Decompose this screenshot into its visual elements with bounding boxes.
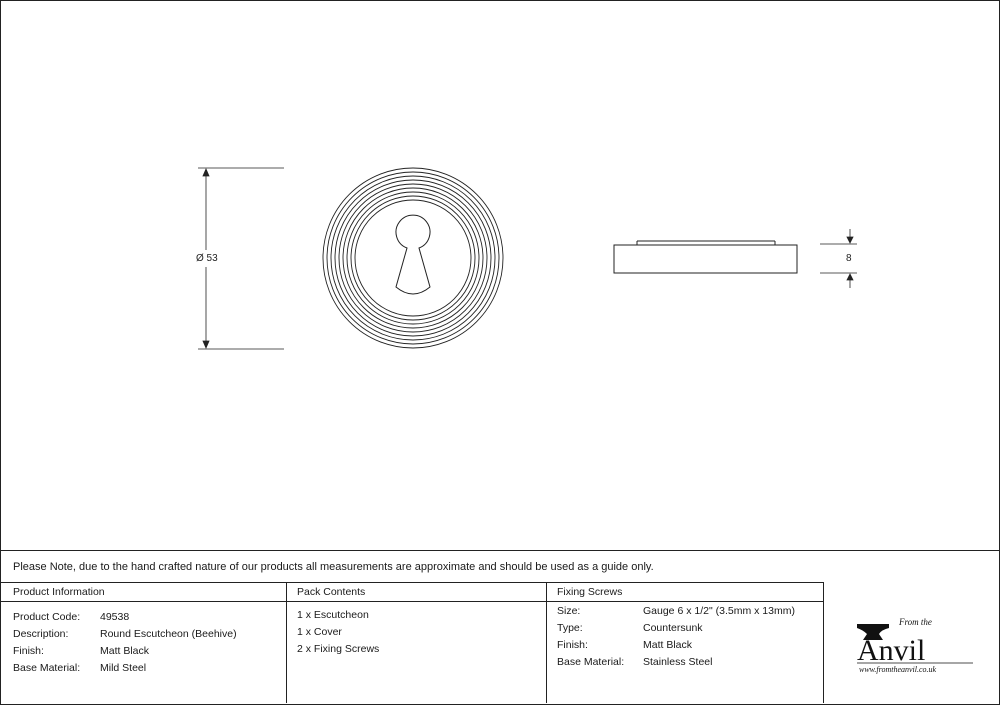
pack-contents-title: Pack Contents <box>297 586 366 598</box>
escutcheon-front-view <box>323 168 503 348</box>
table-subheader-border <box>0 601 823 602</box>
diameter-label: Ø 53 <box>196 253 218 264</box>
screw-finish-value: Matt Black <box>643 639 693 651</box>
from-the-anvil-logo <box>855 614 985 674</box>
finish-value: Matt Black <box>100 645 150 657</box>
description-value: Round Escutcheon (Beehive) <box>100 628 237 640</box>
product-info-title: Product Information <box>13 586 105 598</box>
logo-small-text: From the <box>899 617 932 627</box>
product-code-value: 49538 <box>100 611 130 623</box>
fixing-screws-title: Fixing Screws <box>557 586 623 598</box>
column-divider <box>546 582 547 703</box>
column-divider <box>823 582 824 703</box>
pack-item: 1 x Cover <box>297 626 342 638</box>
disclaimer-note: Please Note, due to the hand crafted nature of our products all measurements are approximate and should be used as a guide only. <box>13 561 654 573</box>
base-material-label: Base Material: <box>13 662 81 674</box>
thickness-label: 8 <box>846 253 852 264</box>
screw-size-label: Size: <box>557 605 581 617</box>
base-material-value: Mild Steel <box>100 662 147 674</box>
screw-material-value: Stainless Steel <box>643 656 713 668</box>
screw-size-value: Gauge 6 x 1/2" (3.5mm x 13mm) <box>643 605 795 617</box>
product-code-label: Product Code: <box>13 611 81 623</box>
screw-type-label: Type: <box>557 622 583 634</box>
escutcheon-side-view <box>614 241 797 273</box>
table-top-border <box>0 550 1000 551</box>
pack-item: 2 x Fixing Screws <box>297 643 380 655</box>
logo-url-text: www.fromtheanvil.co.uk <box>859 665 937 674</box>
keyhole-shape <box>396 215 430 294</box>
screw-finish-label: Finish: <box>557 639 588 651</box>
screw-material-label: Base Material: <box>557 656 625 668</box>
logo-brand-text: Anvil <box>857 634 926 667</box>
pack-item: 1 x Escutcheon <box>297 609 369 621</box>
column-divider <box>286 582 287 703</box>
table-header-border <box>0 582 823 583</box>
description-label: Description: <box>13 628 69 640</box>
finish-label: Finish: <box>13 645 44 657</box>
screw-type-value: Countersunk <box>643 622 703 634</box>
